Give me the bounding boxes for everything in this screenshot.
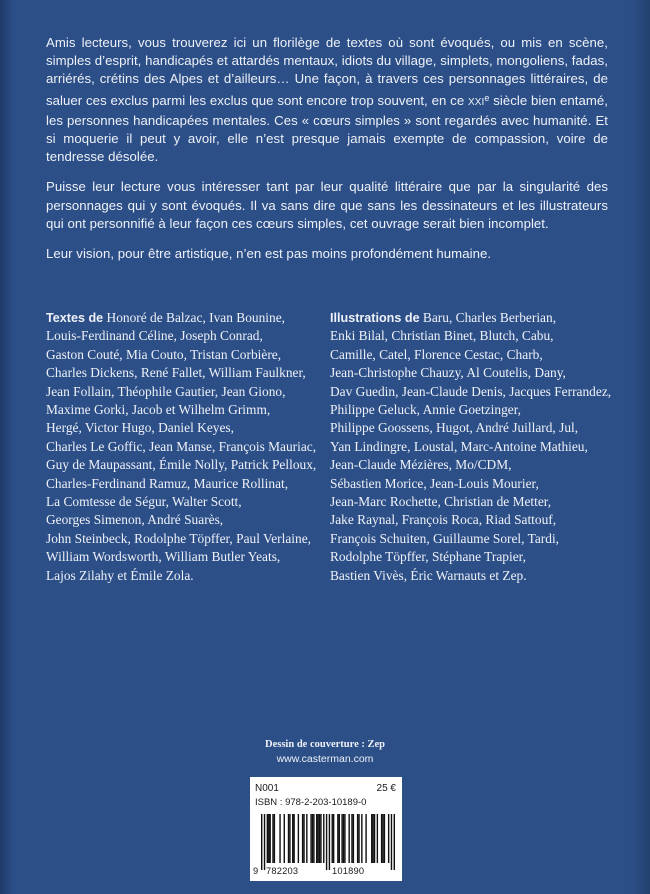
author-line: Hergé, Victor Hugo, Daniel Keyes, [46,420,234,436]
barcode-bar [269,814,270,863]
illustrator-line: Philippe Geluck, Annie Goetzinger, [330,402,521,418]
barcode-bar [341,814,342,863]
illustrator-line: Jake Raynal, François Roca, Riad Sattouf, [330,512,557,528]
barcode-bar [353,814,354,863]
illustrations-first-line: Illustrations de Baru, Charles Berberian, [330,310,557,325]
barcode-bar [391,814,392,870]
barcode-bar [293,814,294,863]
barcode-bar [268,814,269,863]
cover-credit: Dessin de couverture : Zep [265,739,385,750]
illustrator-line: Yan Lindingre, Loustal, Marc-Antoine Mathieu, [330,438,588,454]
barcode-bar [274,814,275,863]
barcode-bar [279,814,280,863]
barcode-bar [361,814,362,863]
author-line: Louis-Ferdinand Céline, Joseph Conrad, [46,328,263,344]
barcode-bar [272,814,273,863]
barcode-bar [337,814,338,863]
barcode-bar [310,814,311,863]
ean-first-digit: 9 [253,866,259,876]
ean-left-group: 782203 [266,866,299,876]
barcode-bar [372,814,373,863]
isbn-label: ISBN : 978-2-203-10189-0 [255,797,367,808]
barcode-bar [377,814,378,863]
barcode-bar [365,814,366,863]
texts-first-line: Textes de Honoré de Balzac, Ivan Bounine, [46,310,285,325]
author-line: John Steinbeck, Rodolphe Töpffer, Paul Verlaine, [46,530,311,546]
barcode-bar [326,814,327,870]
price-label: 25 € [376,783,396,794]
illustrator-line: Philippe Goossens, Hugot, André Juillard, Jul, [330,420,579,436]
barcode-bar [303,814,304,863]
illustrator-line: Enki Bilal, Christian Binet, Blutch, Cabu, [330,328,554,344]
barcode-bar [329,814,330,870]
barcode-bar [284,814,285,863]
century-number: XXIe [468,92,490,108]
illustrator-line: Jean-Marc Rochette, Christian de Metter, [330,494,552,510]
author-line: Lajos Zilahy et Émile Zola. [46,567,194,583]
barcode-bar [394,814,395,870]
illustrator-line: Sébastien Morice, Jean-Louis Mourier, [330,475,539,491]
barcode-bar [267,814,268,863]
barcode-bar [382,814,383,863]
barcode-bar [302,814,303,863]
author-line: William Wordsworth, William Butler Yeats, [46,549,281,565]
barcode-bar [333,814,334,863]
barcode-bar [313,814,314,863]
intro-p1-start: Amis lecteurs, vous trouverez ici un florilège de textes où sont évoqués, ou mis en scène, simples d’esprit, handicapés et attardés mentaux, idiots du village, simplets, mongoliens, fadas, arriérés, crétins des Alpes et d’ailleurs… Une façon, à travers ces personnages littéraires, de saluer ces exclus parmi les exclus que sont encore trop souvent, en ce [46,35,608,108]
illustrator-line: Jean-Christophe Chauzy, Al Coutelis, Dany, [330,365,566,381]
barcode-bar [264,814,265,870]
barcode-bar [289,814,290,863]
illustrator-line: Dav Guedin, Jean-Claude Denis, Jacques Ferrandez, [330,383,612,399]
author-line: Maxime Gorki, Jacob et Wilhelm Grimm, [46,402,271,418]
illustrator-line: Bastien Vivès, Éric Warnauts et Zep. [330,567,527,583]
illustrations-credits [330,309,625,585]
ean-right-group: 101890 [332,866,365,876]
author-line: Charles Le Goffic, Jean Manse, François Mauriac, [46,438,317,454]
barcode-bar [332,814,333,863]
texts-credits [46,309,316,585]
barcode-bar [261,814,262,870]
author-line: Georges Simenon, André Suarès, [46,512,224,528]
sticker-header [255,783,396,795]
barcode-bar [351,814,352,863]
product-code: N001 [255,783,279,794]
intro-paragraph-1 [46,34,608,166]
barcode-bar [306,814,307,863]
barcode-bar [381,814,382,863]
author-line: Charles Dickens, René Fallet, William Faulkner, [46,365,306,381]
barcode-bar [323,814,324,863]
illustrator-line: Camille, Catel, Florence Cestac, Charb, [330,346,543,362]
barcode-bar [348,814,349,863]
barcode-bar [317,814,318,863]
barcode-bar [344,814,345,863]
barcode-bar [288,814,289,863]
barcode-bar [312,814,313,863]
author-line: Guy de Maupassant, Émile Nolly, Patrick Pelloux, [46,457,317,473]
intro-paragraph-2: Puisse leur lecture vous intéresser tant par leur qualité littéraire que par la singularité des personnages qui y sont évoqués. Il va sans dire que sans les dessinateurs et les illustrateurs qui ont personnifié à leur façon ces cœurs simples, cet ouvrage serait bien incomplet. [46,179,608,231]
barcode [261,814,395,870]
barcode-bar [319,814,320,863]
barcode-bar [358,814,359,863]
barcode-bar [316,814,317,863]
barcode-bar [388,814,389,863]
intro-paragraph-3: Leur vision, pour être artistique, n’en est pas moins profondément humaine. [46,246,492,262]
barcode-bar [357,814,358,863]
illustrator-line: Jean-Claude Mézières, Mo/CDM, [330,457,512,473]
author-line: Gaston Couté, Mia Couto, Tristan Corbière, [46,346,282,362]
illustrator-line: Rodolphe Töpffer, Stéphane Trapier, [330,549,526,565]
barcode-bar [298,814,299,863]
texts-heading: Textes de [46,311,104,325]
intro-p1-end: siècle bien entamé, les personnes handicapées mentales. Ces « cœurs simples » sont regardés avec humanité. Et si moquerie il peut y avoir, elle n’est presque jamais exempte de compassion, voire de tendresse désolée. [46,92,609,165]
author-line: Charles-Ferdinand Ramuz, Maurice Rollinat, [46,475,289,491]
author-line: Jean Follain, Théophile Gautier, Jean Giono, [46,383,286,399]
barcode-bar [343,814,344,863]
barcode-bar [339,814,340,863]
barcode-bar [384,814,385,863]
intro-text [46,34,608,263]
illustrator-line: François Schuiten, Guillaume Sorel, Tardi, [330,530,560,546]
barcode-bar [374,814,375,863]
price-barcode-sticker [250,777,402,881]
author-line: La Comtesse de Ségur, Walter Scott, [46,494,242,510]
illustrations-heading: Illustrations de [330,311,420,325]
barcode-bar [292,814,293,863]
barcode-bar [320,814,321,863]
barcode-bar [371,814,372,863]
publisher-website: www.casterman.com [276,753,374,765]
